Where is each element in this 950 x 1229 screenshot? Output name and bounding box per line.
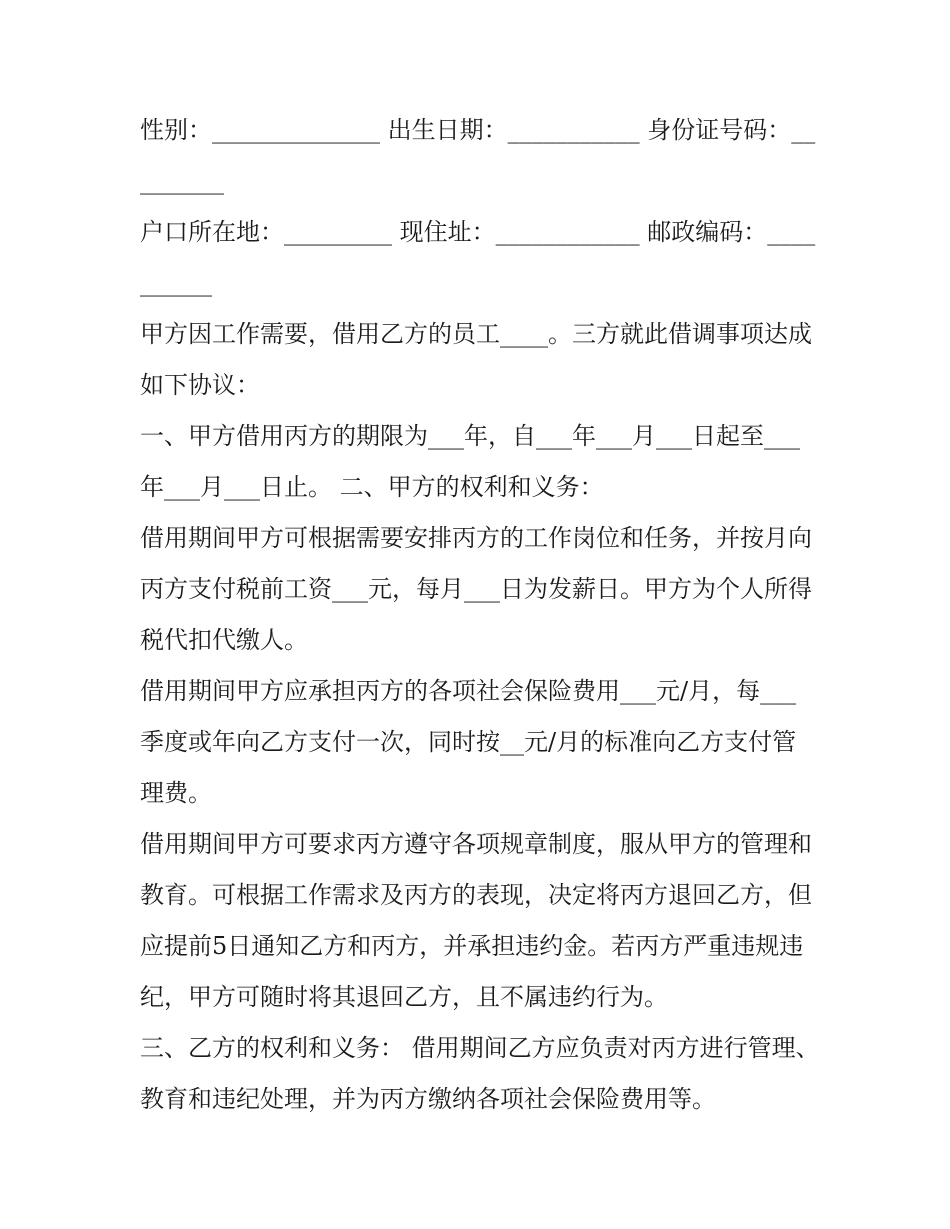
clause-three-party-b: 三、乙方的权利和义务： 借用期间乙方应负责对丙方进行管理、教育和违纪处理，并为丙方缴纳各项社会保险费用等。 xyxy=(140,1034,820,1113)
agreement-intro: 甲方因工作需要，借用乙方的员工____。三方就此借调事项达成如下协议： xyxy=(140,320,812,399)
personal-info-line: 性别：______________ 出生日期：___________ 身份证号码：_________ xyxy=(140,116,816,195)
address-info-line: 户口所在地：_________ 现住址：____________ 邮政编码：__________ xyxy=(140,218,816,297)
clause-one-term: 一、甲方借用丙方的期限为___年，自___年___月___日起至___年___月___日止。 二、甲方的权利和义务： xyxy=(140,422,800,501)
document-page xyxy=(140,105,820,1125)
clause-two-management: 借用期间甲方可要求丙方遵守各项规章制度，服从甲方的管理和教育。可根据工作需求及丙方的表现，决定将丙方退回乙方，但应提前5日通知乙方和丙方，并承担违约金。若丙方严重违规违纪，甲方可随时将其退回乙方，且不属违约行为。 xyxy=(140,830,812,1011)
clause-two-salary: 借用期间甲方可根据需要安排丙方的工作岗位和任务，并按月向丙方支付税前工资___元，每月___日为发薪日。甲方为个人所得税代扣代缴人。 xyxy=(140,524,812,654)
clause-two-insurance: 借用期间甲方应承担丙方的各项社会保险费用___元/月，每___季度或年向乙方支付一次，同时按__元/月的标准向乙方支付管理费。 xyxy=(140,677,797,807)
